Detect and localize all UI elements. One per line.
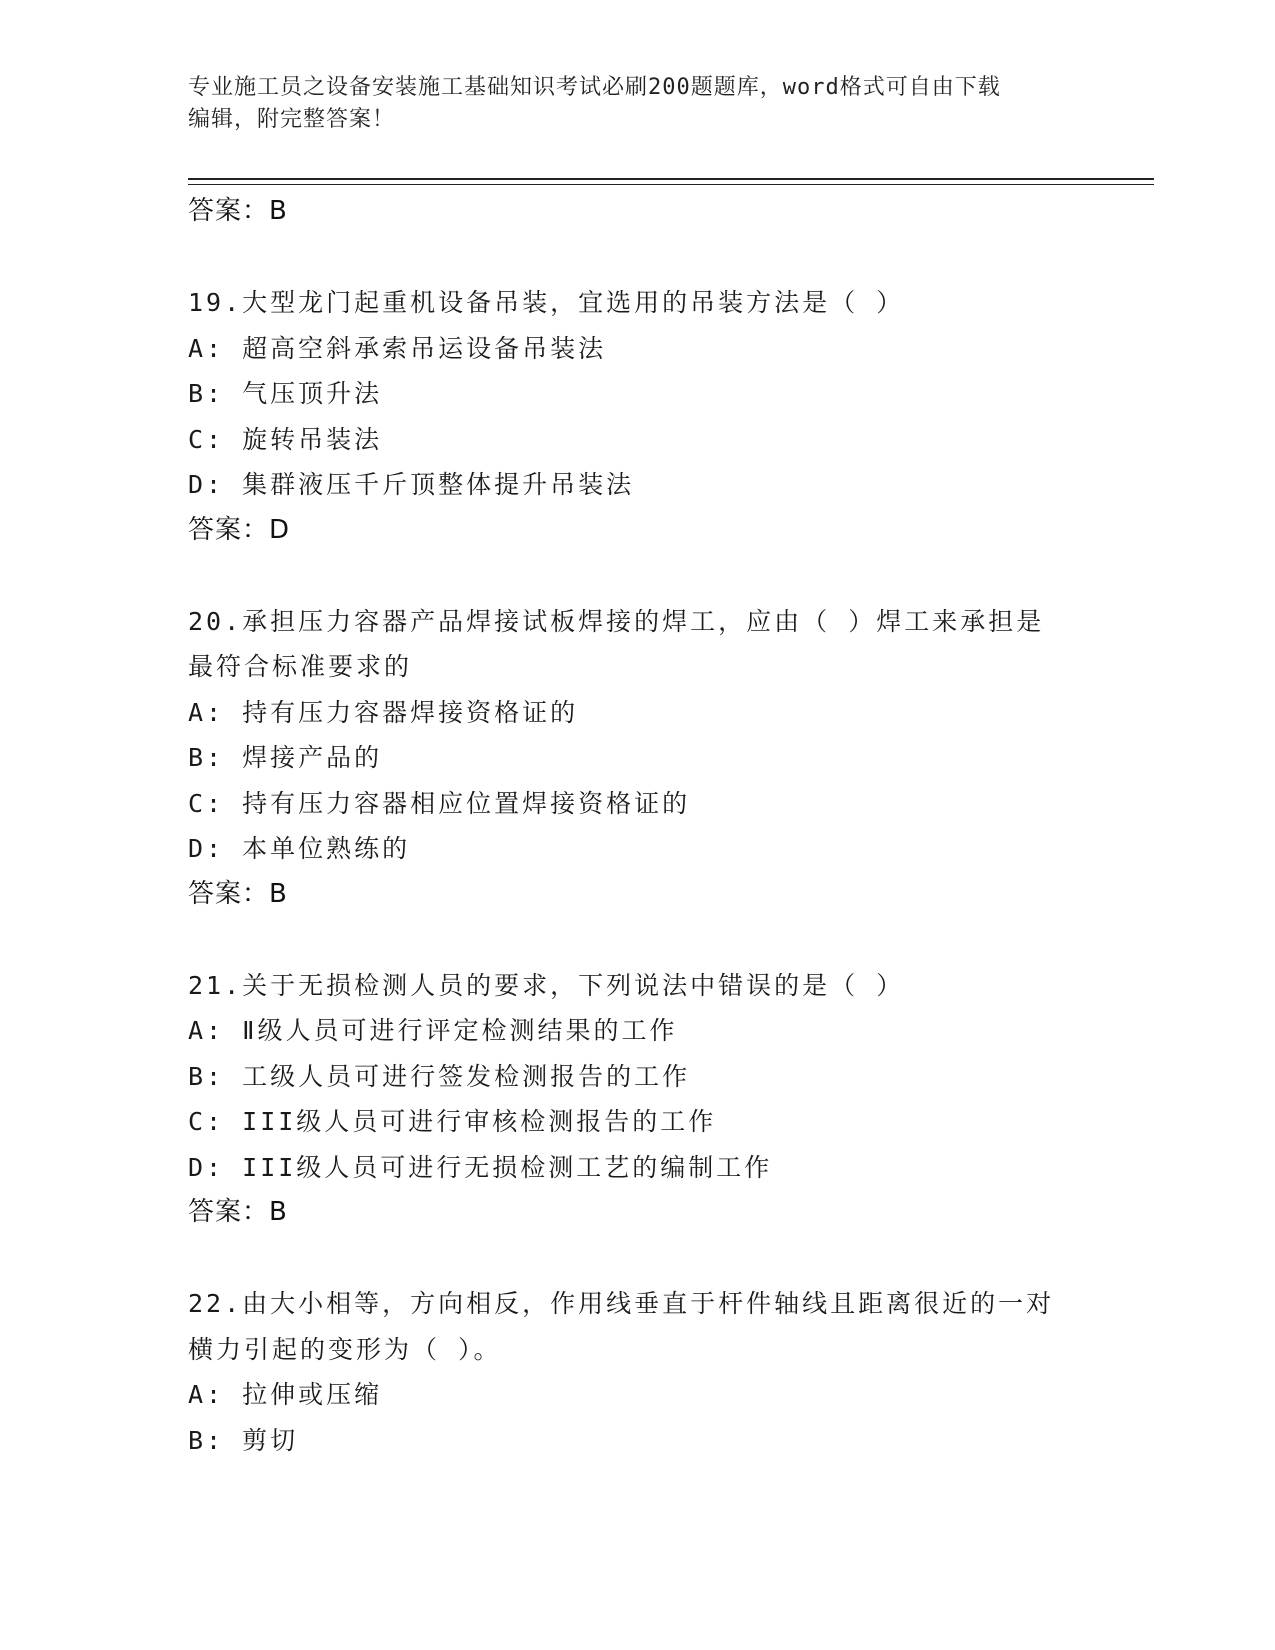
option-a: A: 超高空斜承索吊运设备吊装法 [188, 333, 607, 363]
answer: 答案：B [188, 1197, 288, 1227]
spacer [188, 917, 1148, 963]
option-d: D: 集群液压千斤顶整体提升吊装法 [188, 470, 635, 499]
header-line-1: 专业施工员之设备安装施工基础知识考试必刷200题题库，word格式可自由下载 [188, 75, 1001, 100]
header-line-2: 编辑，附完整答案！ [188, 107, 396, 132]
spacer [188, 1236, 1148, 1282]
question-22 [188, 1281, 1148, 1463]
option-d: D: 本单位熟练的 [188, 834, 411, 863]
page-header [188, 72, 1078, 136]
spacer [188, 235, 1148, 281]
question-stem-continued: 最符合标准要求的 [188, 652, 413, 681]
option-b: B: 气压顶升法 [188, 379, 383, 408]
option-c: C: 旋转吊装法 [188, 424, 383, 454]
option-b: B: 工级人员可进行签发检测报告的工作 [188, 1061, 691, 1091]
option-d: D: III级人员可进行无损检测工艺的编制工作 [188, 1152, 773, 1182]
question-stem: 21.关于无损检测人员的要求，下列说法中错误的是（ ） [188, 970, 905, 1000]
question-19 [188, 280, 1148, 553]
question-stem: 22.由大小相等，方向相反，作用线垂直于杆件轴线且距离很近的一对 [188, 1289, 1055, 1318]
question-stem: 19.大型龙门起重机设备吊装，宜选用的吊装方法是（ ） [188, 288, 905, 317]
option-a: A: 持有压力容器焊接资格证的 [188, 697, 579, 727]
question-stem: 20.承担压力容器产品焊接试板焊接的焊工，应由（ ）焊工来承担是 [188, 606, 1045, 636]
answer: 答案：D [188, 514, 291, 545]
option-b: B: 焊接产品的 [188, 743, 383, 772]
option-b: B: 剪切 [188, 1425, 299, 1455]
spacer [188, 553, 1148, 599]
option-c: C: 持有压力容器相应位置焊接资格证的 [188, 788, 691, 818]
option-c: C: III级人员可进行审核检测报告的工作 [188, 1107, 717, 1136]
question-stem-continued: 横力引起的变形为（ ）。 [188, 1334, 502, 1364]
header-rule-thin [188, 184, 1154, 185]
question-20 [188, 599, 1148, 918]
answer: 答案：B [188, 878, 288, 909]
option-a: A: Ⅱ级人员可进行评定检测结果的工作 [188, 1016, 678, 1045]
question-21 [188, 963, 1148, 1236]
header-rule-thick [188, 178, 1154, 180]
question-list [188, 189, 1148, 1463]
previous-answer: 答案：B [188, 196, 288, 226]
option-a: A: 拉伸或压缩 [188, 1380, 383, 1409]
